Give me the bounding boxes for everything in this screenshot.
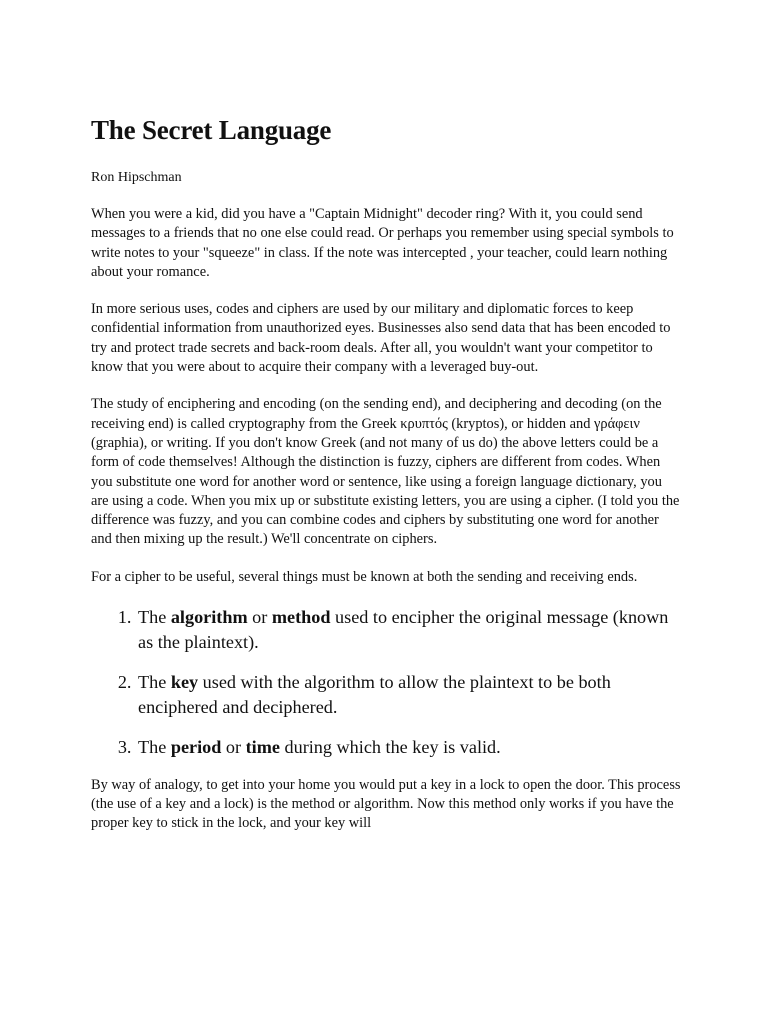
requirements-list <box>91 605 683 760</box>
list-item: 2. The key used with the algorithm to allow the plaintext to be both enciphered and deciphered. <box>136 670 683 719</box>
paragraph-cryptography: The study of enciphering and encoding (on the sending end), and deciphering and decoding (on the receiving end) is called cryptography from the Greek κρυπτός (kryptos), or hidden and γράφειν (graphia), or writing. If you don't know Greek (and not many of us do) the above letters could be a form of code themselves! Although the distinction is fuzzy, ciphers are different from codes. When you substitute one word for another word or sentence, like using a foreign language dictionary, you are using a code. When you mix up or substitute existing letters, you are using a cipher. (I told you the difference was fuzzy, and you can combine codes and ciphers by substituting one word for another and then mixing up the result.) We'll concentrate on ciphers. <box>91 396 680 548</box>
page-title: The Secret Language <box>91 115 332 145</box>
author-name: Ron Hipschman <box>91 170 182 185</box>
bold-term: time <box>245 737 280 758</box>
bold-term: algorithm <box>170 607 248 628</box>
bold-term: method <box>271 607 331 628</box>
list-item: 1. The algorithm or method used to encipher the original message (known as the plaintext). <box>136 605 683 654</box>
list-item: 3. The period or time during which the key is valid. <box>136 735 683 760</box>
paragraph-intro: When you were a kid, did you have a "Captain Midnight" decoder ring? With it, you could send messages to a friends that no one else could read. Or perhaps you remember using special symbols to write notes to your "squeeze" in class. If the note was intercepted , your teacher, could learn nothing about your romance. <box>91 206 674 280</box>
bold-term: key <box>170 672 199 693</box>
paragraph-requirements: For a cipher to be useful, several things must be known at both the sending and receiving ends. <box>91 568 638 585</box>
document-page <box>91 112 683 851</box>
paragraph-analogy: By way of analogy, to get into your home you would put a key in a lock to open the door. This process (the use of a key and a lock) is the method or algorithm. Now this method only works if you have the proper key to stick in the lock, and your key will <box>91 776 681 832</box>
paragraph-serious-uses: In more serious uses, codes and ciphers are used by our military and diplomatic forces to keep confidential information from unauthorized eyes. Businesses also send data that has been encoded to try and protect trade secrets and back-room deals. After all, you wouldn't want your competitor to know that you were about to acquire their company with a leveraged buy-out. <box>91 301 671 376</box>
bold-term: period <box>170 737 222 758</box>
